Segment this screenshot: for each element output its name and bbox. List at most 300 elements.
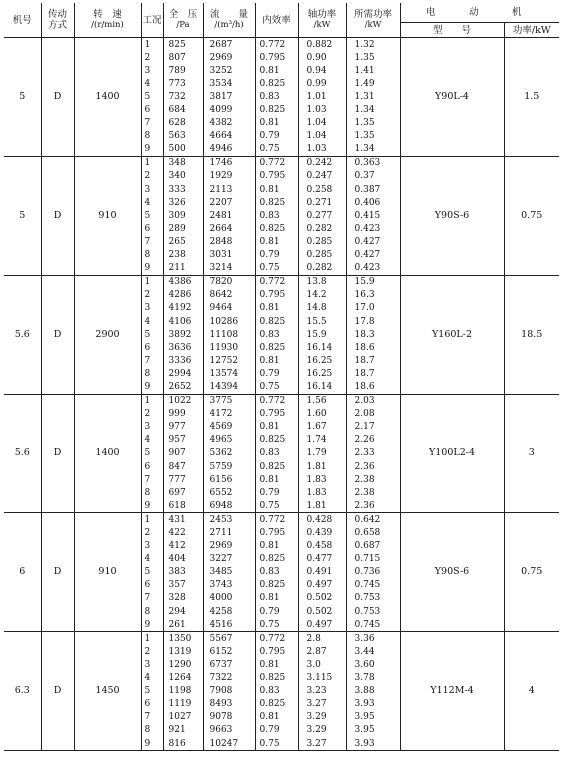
flow-cell: 3743 [203,579,255,592]
condition-cell: 3 [141,183,163,196]
condition-cell: 6 [141,103,163,116]
header-flow-label: 流 量 [209,9,248,20]
internal-eff-cell: 0.79 [255,605,298,618]
req-power-cell: 3.60 [346,658,400,671]
flow-cell: 5362 [203,447,255,460]
condition-cell: 2 [141,170,163,183]
internal-eff-cell: 0.79 [255,486,298,499]
pressure-cell: 921 [163,724,203,737]
speed-cell: 1400 [74,38,141,157]
flow-cell: 2207 [203,196,255,209]
flow-cell: 6948 [203,499,255,513]
flow-cell: 2664 [203,222,255,235]
flow-cell: 3031 [203,249,255,262]
internal-eff-cell: 0.825 [255,196,298,209]
req-power-cell: 0.658 [346,526,400,539]
pressure-cell: 422 [163,526,203,539]
header-speed [74,3,141,38]
motor-power-cell: 4 [504,632,559,751]
internal-eff-cell: 0.825 [255,460,298,473]
speed-cell: 1450 [74,632,141,751]
shaft-power-cell: 0.242 [298,156,346,170]
req-power-cell: 0.406 [346,196,400,209]
req-power-cell: 0.423 [346,262,400,276]
shaft-power-cell: 0.882 [298,38,346,52]
shaft-power-cell: 16.25 [298,354,346,367]
internal-eff-cell: 0.81 [255,473,298,486]
req-power-cell: 2.26 [346,434,400,447]
drive-cell: D [41,394,74,513]
pressure-cell: 4192 [163,302,203,315]
table-row [4,38,559,52]
pressure-cell: 238 [163,249,203,262]
condition-cell: 6 [141,341,163,354]
internal-eff-cell: 0.83 [255,566,298,579]
table-row [4,394,559,408]
condition-cell: 7 [141,235,163,248]
pressure-cell: 999 [163,408,203,421]
header-speed-label: 转 速 [93,9,122,20]
shaft-power-cell: 0.99 [298,77,346,90]
shaft-power-cell: 15.9 [298,328,346,341]
shaft-power-cell: 13.8 [298,275,346,289]
motor-model-cell: Y90S-6 [400,156,504,275]
condition-cell: 1 [141,632,163,646]
header-internal-eff: 内效率 [255,3,298,38]
internal-eff-cell: 0.81 [255,658,298,671]
pressure-cell: 309 [163,209,203,222]
shaft-power-cell: 0.282 [298,222,346,235]
shaft-power-cell: 3.29 [298,724,346,737]
shaft-power-cell: 15.5 [298,315,346,328]
flow-cell: 3214 [203,262,255,276]
req-power-cell: 3.95 [346,711,400,724]
internal-eff-cell: 0.75 [255,143,298,157]
pressure-cell: 289 [163,222,203,235]
internal-eff-cell: 0.795 [255,408,298,421]
condition-cell: 9 [141,143,163,157]
condition-cell: 2 [141,289,163,302]
internal-eff-cell: 0.81 [255,302,298,315]
shaft-power-cell: 0.285 [298,249,346,262]
req-power-cell: 3.78 [346,672,400,685]
internal-eff-cell: 0.825 [255,672,298,685]
flow-cell: 11930 [203,341,255,354]
req-power-cell: 0.745 [346,618,400,632]
req-power-cell: 2.36 [346,499,400,513]
flow-cell: 10247 [203,737,255,751]
internal-eff-cell: 0.75 [255,262,298,276]
condition-cell: 8 [141,605,163,618]
shaft-power-cell: 3.29 [298,711,346,724]
condition-cell: 5 [141,566,163,579]
flow-cell: 3775 [203,394,255,408]
flow-cell: 6737 [203,658,255,671]
req-power-cell: 18.7 [346,367,400,380]
internal-eff-cell: 0.795 [255,645,298,658]
internal-eff-cell: 0.772 [255,513,298,527]
flow-cell: 5759 [203,460,255,473]
condition-cell: 8 [141,249,163,262]
req-power-cell: 17.8 [346,315,400,328]
motor-model-cell: Y160L-2 [400,275,504,394]
table-row [4,632,559,646]
internal-eff-cell: 0.83 [255,447,298,460]
condition-cell: 5 [141,685,163,698]
condition-cell: 4 [141,315,163,328]
condition-cell: 1 [141,394,163,408]
req-power-cell: 1.35 [346,51,400,64]
req-power-cell: 18.3 [346,328,400,341]
pressure-cell: 211 [163,262,203,276]
internal-eff-cell: 0.795 [255,289,298,302]
req-power-cell: 0.423 [346,222,400,235]
pressure-cell: 628 [163,117,203,130]
req-power-cell: 3.95 [346,724,400,737]
motor-model-cell: Y112M-4 [400,632,504,751]
pressure-cell: 773 [163,77,203,90]
internal-eff-cell: 0.81 [255,183,298,196]
internal-eff-cell: 0.795 [255,51,298,64]
pressure-cell: 825 [163,38,203,52]
shaft-power-cell: 1.03 [298,143,346,157]
req-power-cell: 2.08 [346,408,400,421]
internal-eff-cell: 0.81 [255,592,298,605]
condition-cell: 3 [141,302,163,315]
internal-eff-cell: 0.772 [255,156,298,170]
flow-cell: 9464 [203,302,255,315]
req-power-cell: 3.88 [346,685,400,698]
flow-cell: 3485 [203,566,255,579]
internal-eff-cell: 0.81 [255,540,298,553]
condition-cell: 4 [141,434,163,447]
req-power-cell: 3.93 [346,737,400,751]
shaft-power-cell: 2.87 [298,645,346,658]
shaft-power-cell: 0.247 [298,170,346,183]
table-row [4,275,559,289]
internal-eff-cell: 0.81 [255,711,298,724]
shaft-power-cell: 1.04 [298,117,346,130]
req-power-cell: 0.387 [346,183,400,196]
shaft-power-cell: 0.458 [298,540,346,553]
speed-cell: 1400 [74,394,141,513]
condition-cell: 7 [141,473,163,486]
shaft-power-cell: 0.497 [298,579,346,592]
condition-cell: 7 [141,711,163,724]
pressure-cell: 500 [163,143,203,157]
req-power-cell: 0.715 [346,553,400,566]
internal-eff-cell: 0.795 [255,526,298,539]
motor-model-cell: Y100L2-4 [400,394,504,513]
flow-cell: 3817 [203,90,255,103]
table-row [4,513,559,527]
req-power-cell: 0.363 [346,156,400,170]
flow-cell: 4569 [203,421,255,434]
internal-eff-cell: 0.83 [255,685,298,698]
internal-eff-cell: 0.825 [255,579,298,592]
flow-cell: 4965 [203,434,255,447]
condition-cell: 2 [141,645,163,658]
flow-cell: 14394 [203,380,255,394]
condition-cell: 5 [141,328,163,341]
req-power-cell: 2.17 [346,421,400,434]
table-header [4,3,559,38]
flow-cell: 2969 [203,540,255,553]
pressure-cell: 907 [163,447,203,460]
condition-cell: 7 [141,117,163,130]
drive-cell: D [41,38,74,157]
req-power-cell: 0.427 [346,249,400,262]
condition-cell: 5 [141,447,163,460]
drive-cell: D [41,513,74,632]
pressure-cell: 1319 [163,645,203,658]
header-flow-unit: /(m³/h) [214,20,244,30]
condition-cell: 5 [141,209,163,222]
internal-eff-cell: 0.83 [255,209,298,222]
pressure-cell: 333 [163,183,203,196]
flow-cell: 2687 [203,38,255,52]
req-power-cell: 0.745 [346,579,400,592]
header-motor-power: 功率/kW [504,23,559,38]
req-power-cell: 3.44 [346,645,400,658]
table-row [4,156,559,170]
flow-cell: 9663 [203,724,255,737]
machine-no-cell: 5 [4,38,41,157]
pressure-cell: 697 [163,486,203,499]
condition-cell: 6 [141,222,163,235]
internal-eff-cell: 0.81 [255,64,298,77]
flow-cell: 8493 [203,698,255,711]
pressure-cell: 383 [163,566,203,579]
condition-cell: 9 [141,262,163,276]
pressure-cell: 618 [163,499,203,513]
shaft-power-cell: 0.502 [298,605,346,618]
internal-eff-cell: 0.825 [255,553,298,566]
req-power-cell: 15.9 [346,275,400,289]
shaft-power-cell: 1.67 [298,421,346,434]
flow-cell: 10286 [203,315,255,328]
pressure-cell: 732 [163,90,203,103]
pressure-cell: 777 [163,473,203,486]
internal-eff-cell: 0.75 [255,499,298,513]
shaft-power-cell: 2.8 [298,632,346,646]
shaft-power-cell: 3.27 [298,698,346,711]
internal-eff-cell: 0.75 [255,618,298,632]
motor-power-cell: 18.5 [504,275,559,394]
shaft-power-cell: 1.79 [298,447,346,460]
pressure-cell: 3636 [163,341,203,354]
shaft-power-cell: 0.282 [298,262,346,276]
header-req-power [346,3,400,38]
flow-cell: 4258 [203,605,255,618]
header-speed-unit: /(r/min) [91,20,124,30]
machine-no-cell: 6 [4,513,41,632]
req-power-cell: 2.38 [346,473,400,486]
req-power-cell: 1.34 [346,103,400,116]
req-power-cell: 0.642 [346,513,400,527]
flow-cell: 7908 [203,685,255,698]
flow-cell: 2969 [203,51,255,64]
shaft-power-cell: 0.477 [298,553,346,566]
pressure-cell: 563 [163,130,203,143]
condition-cell: 1 [141,38,163,52]
flow-cell: 7322 [203,672,255,685]
header-motor-model: 型 号 [400,23,504,38]
req-power-cell: 17.0 [346,302,400,315]
speed-cell: 910 [74,513,141,632]
condition-cell: 1 [141,275,163,289]
req-power-cell: 18.6 [346,341,400,354]
pressure-cell: 294 [163,605,203,618]
pressure-cell: 789 [163,64,203,77]
internal-eff-cell: 0.79 [255,130,298,143]
shaft-power-cell: 14.8 [298,302,346,315]
pressure-cell: 957 [163,434,203,447]
pressure-cell: 3892 [163,328,203,341]
internal-eff-cell: 0.83 [255,328,298,341]
motor-power-cell: 3 [504,394,559,513]
flow-cell: 4946 [203,143,255,157]
internal-eff-cell: 0.825 [255,222,298,235]
shaft-power-cell: 1.74 [298,434,346,447]
internal-eff-cell: 0.81 [255,235,298,248]
header-condition: 工况 [141,3,163,38]
flow-cell: 4382 [203,117,255,130]
flow-cell: 4099 [203,103,255,116]
shaft-power-cell: 3.23 [298,685,346,698]
req-power-cell: 2.36 [346,460,400,473]
pressure-cell: 265 [163,235,203,248]
pressure-cell: 807 [163,51,203,64]
header-req-power-label: 所需功率 [353,9,392,20]
condition-cell: 9 [141,737,163,751]
req-power-cell: 1.49 [346,77,400,90]
shaft-power-cell: 1.03 [298,103,346,116]
flow-cell: 3252 [203,64,255,77]
shaft-power-cell: 1.04 [298,130,346,143]
req-power-cell: 0.736 [346,566,400,579]
condition-cell: 6 [141,460,163,473]
flow-cell: 4000 [203,592,255,605]
motor-power-cell: 1.5 [504,38,559,157]
req-power-cell: 2.03 [346,394,400,408]
motor-model-cell: Y90S-6 [400,513,504,632]
pressure-cell: 1027 [163,711,203,724]
flow-cell: 1746 [203,156,255,170]
condition-cell: 1 [141,513,163,527]
fan-performance-table [4,3,559,751]
pressure-cell: 431 [163,513,203,527]
condition-cell: 2 [141,408,163,421]
internal-eff-cell: 0.795 [255,170,298,183]
shaft-power-cell: 0.428 [298,513,346,527]
condition-cell: 3 [141,540,163,553]
pressure-cell: 1022 [163,394,203,408]
shaft-power-cell: 1.01 [298,90,346,103]
condition-cell: 7 [141,592,163,605]
header-drive [41,3,74,38]
internal-eff-cell: 0.79 [255,724,298,737]
flow-cell: 13574 [203,367,255,380]
condition-cell: 2 [141,526,163,539]
condition-cell: 8 [141,724,163,737]
internal-eff-cell: 0.825 [255,698,298,711]
table-body [4,38,559,751]
motor-power-cell: 0.75 [504,513,559,632]
drive-cell: D [41,156,74,275]
pressure-cell: 816 [163,737,203,751]
flow-cell: 2481 [203,209,255,222]
machine-no-cell: 5.6 [4,394,41,513]
header-pressure-unit: /Pa [176,20,190,30]
req-power-cell: 2.38 [346,486,400,499]
flow-cell: 6552 [203,486,255,499]
condition-cell: 9 [141,380,163,394]
condition-cell: 3 [141,64,163,77]
shaft-power-cell: 16.25 [298,367,346,380]
pressure-cell: 847 [163,460,203,473]
header-shaft-power-unit: /kW [313,20,331,30]
shaft-power-cell: 0.277 [298,209,346,222]
pressure-cell: 3336 [163,354,203,367]
req-power-cell: 1.31 [346,90,400,103]
req-power-cell: 0.753 [346,592,400,605]
pressure-cell: 261 [163,618,203,632]
condition-cell: 2 [141,51,163,64]
speed-cell: 910 [74,156,141,275]
header-pressure-label: 全 压 [168,9,198,20]
shaft-power-cell: 1.60 [298,408,346,421]
internal-eff-cell: 0.75 [255,380,298,394]
header-shaft-power [298,3,346,38]
condition-cell: 1 [141,156,163,170]
internal-eff-cell: 0.79 [255,249,298,262]
condition-cell: 6 [141,579,163,592]
machine-no-cell: 5.6 [4,275,41,394]
condition-cell: 9 [141,499,163,513]
pressure-cell: 2652 [163,380,203,394]
shaft-power-cell: 1.81 [298,460,346,473]
pressure-cell: 4286 [163,289,203,302]
pressure-cell: 326 [163,196,203,209]
shaft-power-cell: 0.502 [298,592,346,605]
internal-eff-cell: 0.772 [255,394,298,408]
drive-cell: D [41,632,74,751]
flow-cell: 5567 [203,632,255,646]
internal-eff-cell: 0.825 [255,103,298,116]
shaft-power-cell: 16.14 [298,341,346,354]
header-pressure [163,3,203,38]
flow-cell: 3227 [203,553,255,566]
req-power-cell: 18.7 [346,354,400,367]
header-shaft-power-label: 轴功率 [307,9,337,20]
internal-eff-cell: 0.825 [255,315,298,328]
condition-cell: 4 [141,196,163,209]
flow-cell: 8642 [203,289,255,302]
shaft-power-cell: 1.81 [298,499,346,513]
req-power-cell: 0.427 [346,235,400,248]
shaft-power-cell: 0.90 [298,51,346,64]
pressure-cell: 328 [163,592,203,605]
flow-cell: 2711 [203,526,255,539]
internal-eff-cell: 0.79 [255,367,298,380]
shaft-power-cell: 0.439 [298,526,346,539]
req-power-cell: 1.34 [346,143,400,157]
internal-eff-cell: 0.81 [255,354,298,367]
header-drive-text: 传动 方式 [47,9,67,31]
req-power-cell: 0.37 [346,170,400,183]
shaft-power-cell: 1.56 [298,394,346,408]
